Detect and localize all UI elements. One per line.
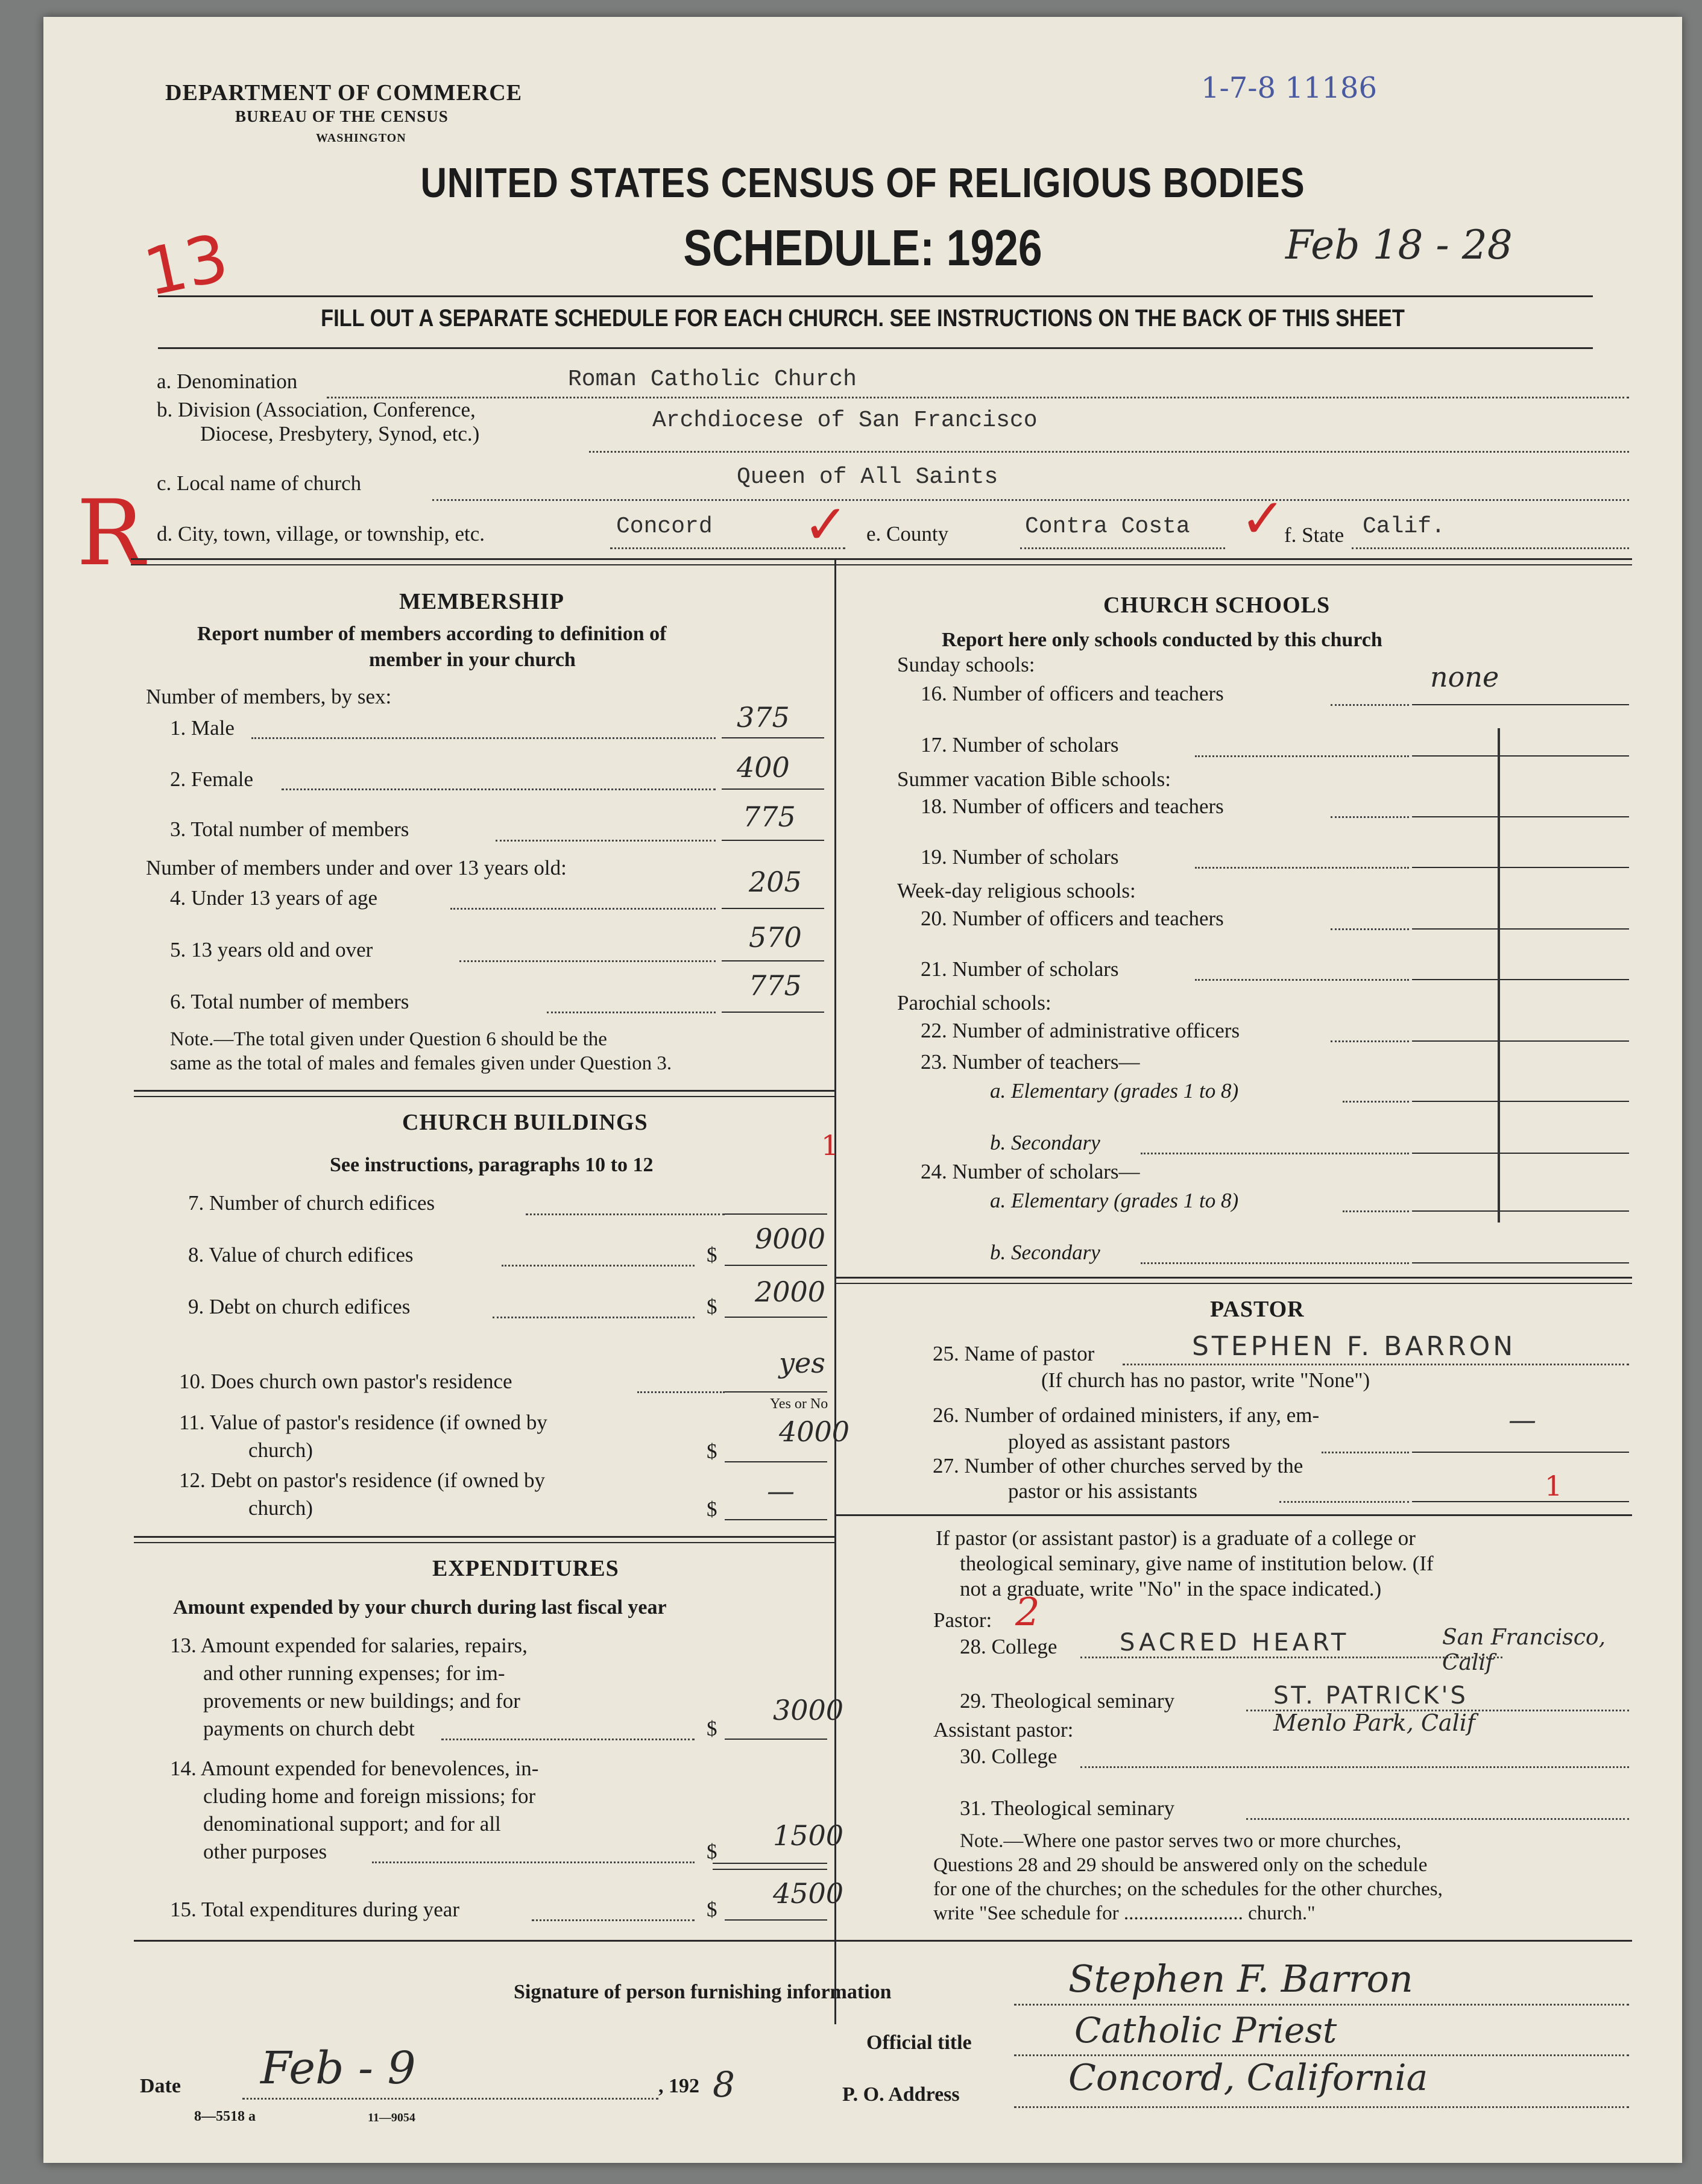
q26-dots: [1322, 1452, 1409, 1453]
section-rule: [131, 558, 1632, 560]
date-label: Date: [140, 2075, 181, 2097]
schools-sub: Report here only schools conducted by this church: [942, 629, 1382, 651]
official-title-label: Official title: [866, 2031, 972, 2054]
buildings-sub: See instructions, paragraphs 10 to 12: [330, 1154, 654, 1176]
q4-answer: 205: [749, 866, 802, 898]
schools-heading: CHURCH SCHOOLS: [1103, 593, 1331, 618]
date-year-prefix: , 192: [658, 2075, 699, 2097]
q10-answer-line: [725, 1391, 827, 1393]
q17-dots: [1195, 755, 1409, 757]
pastor-rule: [834, 1514, 1632, 1516]
margin-mark-13: 13: [137, 220, 235, 311]
q28-place: San Francisco, Calif: [1442, 1625, 1606, 1675]
pastor-red-mark: 2: [1015, 1590, 1040, 1635]
graduate-intro-2: theological seminary, give name of institution below. (If: [960, 1552, 1434, 1575]
header-rule-top: [158, 295, 1593, 297]
membership-intro-1: Report number of members according to definition of: [197, 623, 667, 645]
check-mark-icon: ✓: [803, 493, 849, 556]
q16-label: 16. Number of officers and teachers: [921, 682, 1224, 705]
q4-answer-line: [722, 908, 824, 909]
signature-label: Signature of person furnishing information: [514, 1981, 892, 2003]
q27-label-2: pastor or his assistants: [1008, 1479, 1198, 1503]
q2-answer: 400: [737, 751, 790, 784]
q6-label: 6. Total number of members: [170, 990, 409, 1013]
q23a-answer-line: [1412, 1101, 1629, 1102]
q13-dots: [441, 1739, 695, 1740]
q7-answer: 1: [821, 1129, 839, 1162]
q9-dollar: $: [707, 1295, 717, 1318]
local-name-value: Queen of All Saints: [737, 464, 998, 490]
q11-answer: 4000: [779, 1415, 850, 1448]
assistant-pastor-label: Assistant pastor:: [933, 1718, 1074, 1742]
local-name-line: [432, 499, 1629, 501]
city-label: d. City, town, village, or township, etc.: [157, 522, 485, 546]
q8-answer: 9000: [755, 1223, 826, 1255]
q15-dots: [532, 1919, 695, 1921]
schools-rule: [834, 1277, 1632, 1279]
buildings-rule-2: [134, 1542, 834, 1543]
q27-dots: [1279, 1501, 1409, 1503]
form-title: UNITED STATES CENSUS OF RELIGIOUS BODIES: [420, 159, 1305, 206]
q3-answer: 775: [743, 801, 796, 833]
q7-label: 7. Number of church edifices: [188, 1191, 435, 1215]
po-address-line: [1014, 2106, 1629, 2108]
q25-answer: STEPHEN F. BARRON: [1192, 1331, 1516, 1362]
membership-rule: [134, 1090, 834, 1092]
q17-answer-line: [1412, 755, 1629, 757]
q1-answer: 375: [737, 701, 790, 734]
q16-answer-line: [1412, 704, 1629, 705]
members-by-age-label: Number of members under and over 13 years old:: [146, 856, 567, 880]
form-number: 8—5518 a: [194, 2109, 256, 2124]
q20-answer-line: [1412, 928, 1629, 930]
graduate-intro-3: not a graduate, write "No" in the space indicated.): [960, 1577, 1382, 1600]
q29-place: Menlo Park, Calif: [1273, 1710, 1475, 1736]
q14-answer: 1500: [773, 1819, 844, 1852]
q30-dots: [1080, 1766, 1629, 1768]
q20-dots: [1331, 928, 1409, 930]
official-title-value: Catholic Priest: [1074, 2010, 1337, 2051]
q13-label-1: 13. Amount expended for salaries, repairs,: [170, 1634, 528, 1657]
q27-answer-line: [1412, 1501, 1629, 1502]
footer-rule: [134, 1940, 1632, 1942]
q24a-answer-line: [1412, 1210, 1629, 1212]
q24a-dots: [1343, 1210, 1409, 1212]
q16-answer: none: [1430, 661, 1499, 693]
q21-dots: [1195, 979, 1409, 981]
signature-value: Stephen F. Barron: [1068, 1957, 1413, 2001]
q22-dots: [1331, 1040, 1409, 1042]
city-value: Concord: [616, 514, 713, 540]
q30-label: 30. College: [960, 1745, 1057, 1768]
instructions-banner: FILL OUT A SEPARATE SCHEDULE FOR EACH CHURCH. SEE INSTRUCTIONS ON THE BACK OF THIS SHEET: [321, 305, 1405, 332]
q4-dots: [450, 908, 716, 910]
q15-answer-line: [725, 1919, 827, 1921]
q6-dots: [547, 1012, 716, 1013]
print-number: 11—9054: [368, 2111, 415, 2124]
q13-label-3: provements or new buildings; and for: [203, 1689, 520, 1713]
expenditures-sub: Amount expended by your church during last fiscal year: [173, 1596, 667, 1619]
q13-label-2: and other running expenses; for im-: [203, 1661, 505, 1685]
census-schedule-sheet: [43, 17, 1682, 2163]
q5-dots: [459, 960, 716, 962]
local-name-label: c. Local name of church: [157, 471, 362, 495]
q29-answer: ST. PATRICK'S: [1273, 1682, 1468, 1710]
sunday-schools-label: Sunday schools:: [897, 653, 1035, 676]
q19-answer-line: [1412, 867, 1629, 868]
q26-label-2: ployed as assistant pastors: [1008, 1430, 1231, 1453]
state-value: Calif.: [1363, 514, 1445, 540]
q7-answer-line: [725, 1213, 827, 1215]
q26-answer-line: [1412, 1452, 1629, 1453]
q23-label: 23. Number of teachers—: [921, 1050, 1140, 1074]
signature-line: [1014, 2004, 1629, 2006]
q23b-dots: [1141, 1153, 1409, 1154]
parochial-schools-label: Parochial schools:: [897, 991, 1051, 1015]
state-line: [1352, 547, 1629, 549]
q24-label: 24. Number of scholars—: [921, 1160, 1140, 1183]
margin-mark-r: R: [77, 481, 145, 586]
q13-answer: 3000: [773, 1694, 844, 1726]
schedule-year: SCHEDULE: 1926: [683, 219, 1042, 276]
q12-answer-line: [725, 1519, 827, 1520]
q21-label: 21. Number of scholars: [921, 957, 1119, 981]
q19-dots: [1195, 867, 1409, 869]
header-rule-bottom: [158, 347, 1593, 349]
q14-answer-line: [713, 1863, 827, 1864]
q2-answer-line: [722, 788, 824, 790]
graduate-intro-1: If pastor (or assistant pastor) is a graduate of a college or: [936, 1526, 1416, 1550]
q9-dots: [493, 1317, 695, 1318]
division-value: Archdiocese of San Francisco: [652, 408, 1038, 433]
schools-rule-2: [834, 1283, 1632, 1284]
q23b-answer-line: [1412, 1153, 1629, 1154]
q14-label-1: 14. Amount expended for benevolences, in-: [170, 1757, 539, 1780]
q24b-answer-line: [1412, 1262, 1629, 1264]
q25-label: 25. Name of pastor: [933, 1342, 1095, 1365]
q8-label: 8. Value of church edifices: [188, 1243, 414, 1267]
q27-answer: 1: [1545, 1470, 1563, 1502]
q6-answer-line: [722, 1012, 824, 1013]
none-bracket-line: [1498, 728, 1500, 1223]
q5-answer-line: [722, 960, 824, 961]
section-rule-2: [131, 564, 1632, 565]
q14-dots: [372, 1861, 695, 1863]
membership-rule-2: [134, 1096, 834, 1097]
q26-label-1: 26. Number of ordained ministers, if any, em-: [933, 1403, 1320, 1427]
q8-dots: [502, 1265, 695, 1267]
q18-answer-line: [1412, 816, 1629, 817]
q1-label: 1. Male: [170, 716, 235, 740]
q28-dots: [1080, 1657, 1502, 1658]
pastor-note-1: Note.—Where one pastor serves two or more churches,: [960, 1830, 1402, 1852]
q18-label: 18. Number of officers and teachers: [921, 795, 1224, 818]
q31-label: 31. Theological seminary: [960, 1796, 1175, 1820]
column-divider: [834, 558, 836, 2024]
official-title-line: [1014, 2054, 1629, 2056]
summer-schools-label: Summer vacation Bible schools:: [897, 767, 1171, 791]
q8-dollar: $: [707, 1243, 717, 1267]
q4-label: 4. Under 13 years of age: [170, 886, 378, 910]
membership-heading: MEMBERSHIP: [399, 589, 564, 614]
pastor-note-3: for one of the churches; on the schedules for the other churches,: [933, 1878, 1443, 1900]
county-label: e. County: [866, 522, 949, 546]
q14-label-4: other purposes: [203, 1840, 327, 1863]
q23b-label: b. Secondary: [990, 1131, 1100, 1154]
q19-label: 19. Number of scholars: [921, 845, 1119, 869]
q25-dots: [1123, 1364, 1629, 1365]
q2-dots: [282, 788, 716, 790]
q29-label: 29. Theological seminary: [960, 1689, 1175, 1713]
q5-label: 5. 13 years old and over: [170, 938, 373, 961]
denomination-line: [327, 397, 1629, 398]
q15-dollar: $: [707, 1898, 717, 1921]
q24a-label: a. Elementary (grades 1 to 8): [990, 1189, 1239, 1212]
q11-answer-line: [725, 1461, 827, 1462]
q24b-dots: [1141, 1262, 1409, 1264]
division-label-1: b. Division (Association, Conference,: [157, 398, 476, 421]
q14-label-2: cluding home and foreign missions; for: [203, 1784, 536, 1808]
check-mark-icon: ✓: [1240, 487, 1286, 550]
q9-answer: 2000: [755, 1276, 826, 1308]
q10-dots: [637, 1391, 725, 1393]
pastor-note-2: Questions 28 and 29 should be answered only on the schedule: [933, 1854, 1428, 1876]
date-year-suffix: 8: [713, 2064, 735, 2105]
q3-dots: [496, 840, 716, 842]
q23a-dots: [1343, 1101, 1409, 1103]
q6-answer: 775: [749, 969, 802, 1002]
q27-label-1: 27. Number of other churches served by the: [933, 1454, 1303, 1478]
q15-label: 15. Total expenditures during year: [170, 1898, 459, 1921]
q14-dollar: $: [707, 1840, 717, 1863]
po-address-label: P. O. Address: [842, 2083, 960, 2106]
q18-dots: [1331, 816, 1409, 818]
bureau-name: BUREAU OF THE CENSUS: [235, 107, 449, 125]
po-address-value: Concord, California: [1068, 2057, 1428, 2099]
q10-label: 10. Does church own pastor's residence: [179, 1370, 512, 1393]
q12-label-1: 12. Debt on pastor's residence (if owned by: [179, 1468, 545, 1492]
q21-answer-line: [1412, 979, 1629, 980]
pastor-sub-label: Pastor:: [933, 1608, 992, 1632]
buildings-rule: [134, 1536, 834, 1538]
pastor-note-4: write "See schedule for ........................ church.": [933, 1902, 1316, 1924]
bureau-city: WASHINGTON: [316, 131, 406, 145]
q8-answer-line: [725, 1265, 827, 1266]
q31-dots: [1246, 1818, 1629, 1820]
q24b-label: b. Secondary: [990, 1241, 1100, 1264]
q3-label: 3. Total number of members: [170, 817, 409, 841]
county-value: Contra Costa: [1025, 514, 1190, 540]
q22-label: 22. Number of administrative officers: [921, 1019, 1240, 1042]
state-label: f. State: [1284, 523, 1344, 547]
q3-answer-line: [722, 840, 824, 841]
q1-dots: [251, 737, 716, 739]
q17-label: 17. Number of scholars: [921, 733, 1119, 757]
q13-answer-line: [725, 1739, 827, 1740]
q9-answer-line: [725, 1317, 827, 1318]
q25-note: (If church has no pastor, write "None"): [1041, 1368, 1370, 1392]
division-label-2: Diocese, Presbytery, Synod, etc.): [200, 422, 480, 445]
q13-dollar: $: [707, 1717, 717, 1740]
q2-label: 2. Female: [170, 767, 254, 791]
county-line: [1020, 547, 1225, 549]
denomination-label: a. Denomination: [157, 370, 298, 393]
q14-answer-line-2: [713, 1869, 827, 1870]
q13-label-4: payments on church debt: [203, 1717, 415, 1740]
q23a-label: a. Elementary (grades 1 to 8): [990, 1079, 1239, 1103]
weekday-schools-label: Week-day religious schools:: [897, 879, 1136, 902]
q15-answer: 4500: [773, 1877, 844, 1910]
q5-answer: 570: [749, 921, 802, 954]
membership-note-1: Note.—The total given under Question 6 should be the: [170, 1028, 607, 1050]
q28-answer: SACRED HEART: [1120, 1629, 1350, 1657]
members-by-sex-label: Number of members, by sex:: [146, 685, 392, 708]
denomination-value: Roman Catholic Church: [568, 367, 857, 392]
department-name: DEPARTMENT OF COMMERCE: [165, 80, 523, 105]
membership-intro-2: member in your church: [369, 649, 576, 671]
q22-answer-line: [1412, 1040, 1629, 1042]
buildings-heading: CHURCH BUILDINGS: [402, 1110, 648, 1135]
yes-no-hint: Yes or No: [770, 1396, 828, 1412]
q11-label-1: 11. Value of pastor's residence (if owned by: [179, 1411, 547, 1434]
division-line: [589, 451, 1629, 453]
q12-dollar: $: [707, 1497, 717, 1521]
q12-answer: —: [767, 1474, 795, 1507]
q1-answer-line: [722, 737, 824, 738]
q16-dots: [1331, 704, 1409, 706]
expenditures-heading: EXPENDITURES: [432, 1556, 619, 1581]
stamp-number: 1-7-8 11186: [1201, 71, 1378, 105]
q9-label: 9. Debt on church edifices: [188, 1295, 411, 1318]
q7-dots: [526, 1213, 725, 1215]
date-value: Feb - 9: [260, 2042, 416, 2094]
date-line: [242, 2098, 658, 2100]
q28-label: 28. College: [960, 1635, 1057, 1658]
membership-note-2: same as the total of males and females given under Question 3.: [170, 1053, 672, 1074]
q11-label-2: church): [248, 1438, 313, 1462]
q26-answer: —: [1508, 1403, 1536, 1436]
q11-dollar: $: [707, 1440, 717, 1463]
received-date: Feb 18 - 28: [1285, 222, 1513, 268]
q12-label-2: church): [248, 1496, 313, 1520]
pastor-heading: PASTOR: [1210, 1297, 1305, 1322]
q10-answer: yes: [779, 1347, 825, 1379]
q14-label-3: denominational support; and for all: [203, 1812, 501, 1836]
q20-label: 20. Number of officers and teachers: [921, 907, 1224, 930]
